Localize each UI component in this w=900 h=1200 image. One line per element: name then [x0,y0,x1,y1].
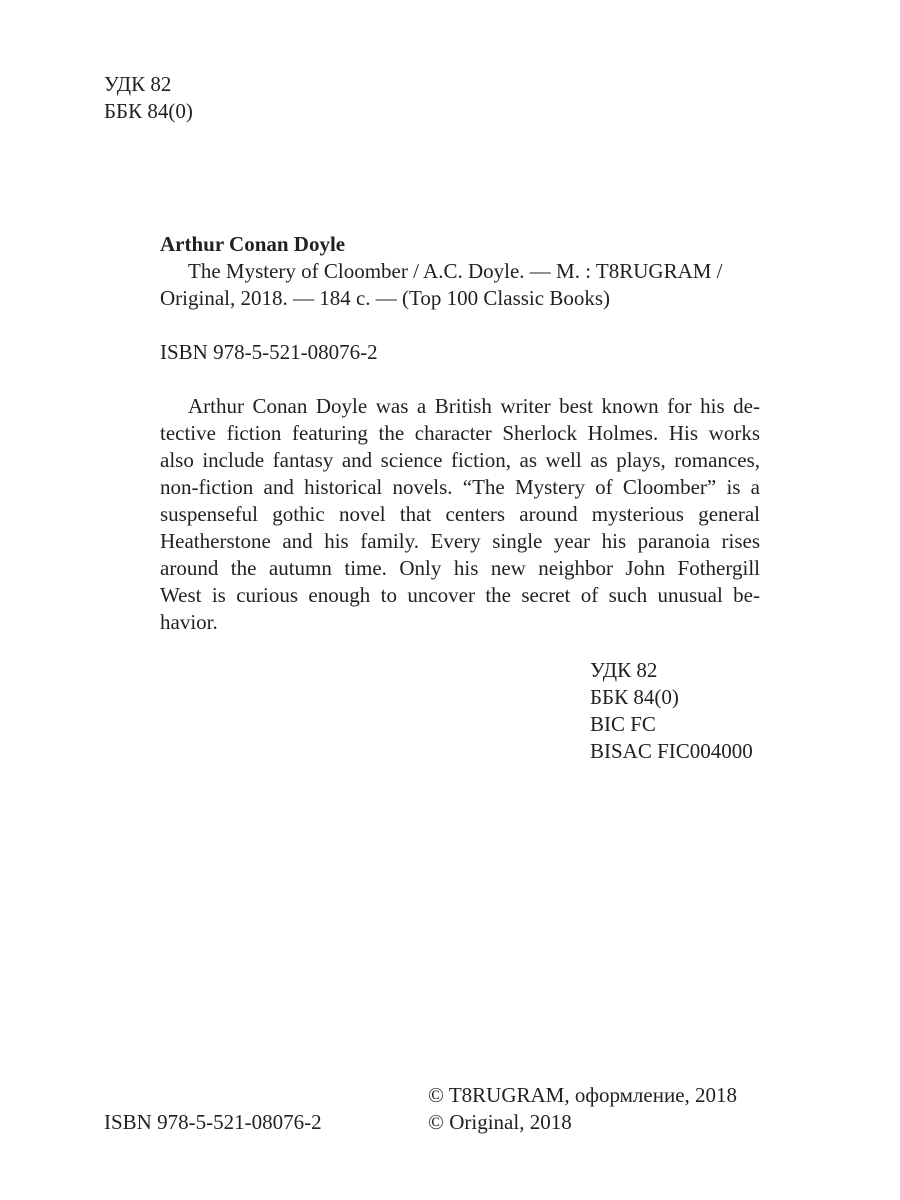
copyright-original: © Original, 2018 [428,1110,572,1134]
annotation-line: tective fiction featuring the character Sherlock Holmes. His works [160,421,760,445]
annotation-line: Arthur Conan Doyle was a British writer best known for his de- [188,394,760,418]
citation-line: Original, 2018. — 184 c. — (Top 100 Classic Books) [160,286,610,310]
annotation-line: suspenseful gothic novel that centers around mysterious general [160,502,760,526]
bbk-code: ББК 84(0) [590,685,679,709]
bisac-code: BISAC FIC004000 [590,739,753,763]
isbn-number: ISBN 978-5-521-08076-2 [104,1110,322,1134]
annotation-line: also include fantasy and science fiction, as well as plays, romances, [160,448,760,472]
annotation-line: around the autumn time. Only his new neighbor John Fothergill [160,556,760,580]
catalog-record [160,231,760,636]
annotation-line: West is curious enough to uncover the secret of such unusual be- [160,583,760,607]
citation-line: The Mystery of Cloomber / A.C. Doyle. — M. : T8RUGRAM / [188,259,723,283]
author-heading: Arthur Conan Doyle [160,232,346,256]
annotation-paragraph [160,393,760,636]
annotation-line: Heatherstone and his family. Every single year his paranoia rises [160,529,760,553]
catalog-isbn: ISBN 978-5-521-08076-2 [160,340,378,364]
bic-code: BIC FC [590,712,656,736]
top-classification-codes [104,71,193,125]
udk-code: УДК 82 [104,72,172,96]
footer-isbn [104,1109,322,1136]
bbk-code: ББК 84(0) [104,99,193,123]
annotation-line: non-fiction and historical novels. “The Mystery of Cloomber” is a [160,475,760,499]
annotation-line: havior. [160,610,218,634]
udk-code: УДК 82 [590,658,658,682]
copyright-notices [428,1082,737,1136]
copyright-design: © T8RUGRAM, оформление, 2018 [428,1083,738,1107]
classification-codes [590,657,753,765]
